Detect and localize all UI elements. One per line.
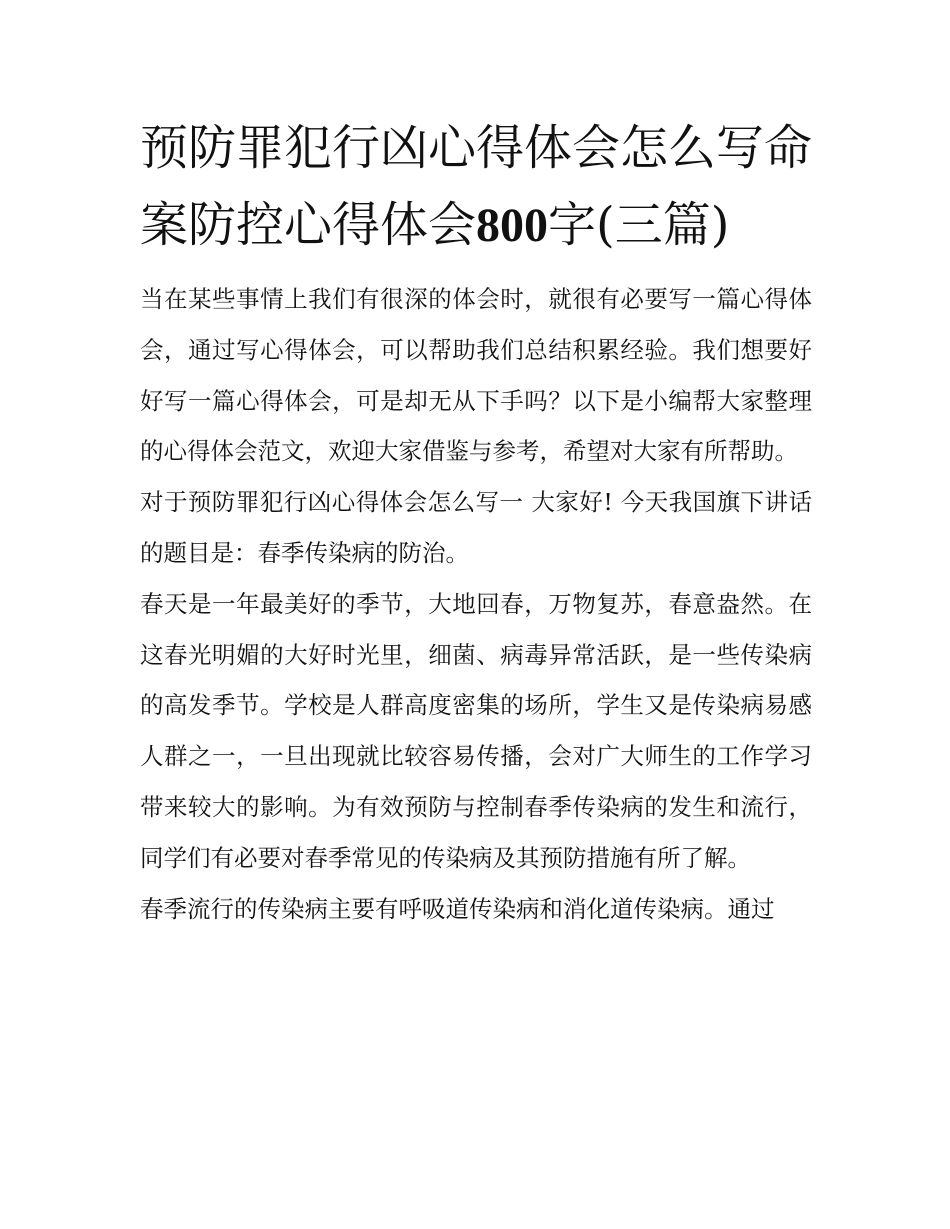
title-text-part2: 字(三篇) (548, 197, 730, 253)
paragraph-intro: 当在某些事情上我们有很深的体会时，就很有必要写一篇心得体会，通过写心得体会，可以帮助我们总结积累经验。我们想要好好写一篇心得体会，可是却无从下手吗？以下是小编帮大家整理的心得体会范文，欢迎大家借鉴与参考，希望对大家有所帮助。 (140, 285, 812, 466)
paragraph-disease-types: 春季流行的传染病主要有呼吸道传染病和消化道传染病。通过 (140, 894, 775, 923)
title-text-part1: 预防罪犯行凶心得体会怎么写命案防控心得体会 (140, 120, 813, 253)
document-title (140, 110, 812, 264)
title-number: 800 (476, 199, 549, 252)
paragraph-spring-season: 春天是一年最美好的季节，大地回春，万物复苏，春意盎然。在这春光明媚的大好时光里，细菌、病毒异常活跃，是一些传染病的高发季节。学校是人群高度密集的场所，学生又是传染病易感人群之一，一旦出现就比较容易传播，会对广大师生的工作学习带来较大的影响。为有效预防与控制春季传染病的发生和流行，同学们有必要对春季常见的传染病及其预防措施有所了解。 (140, 589, 812, 872)
paragraph-speech-opening: 对于预防罪犯行凶心得体会怎么写一 大家好! 今天我国旗下讲话的题目是：春季传染病的防治。 (140, 488, 812, 567)
document-page (140, 110, 812, 934)
